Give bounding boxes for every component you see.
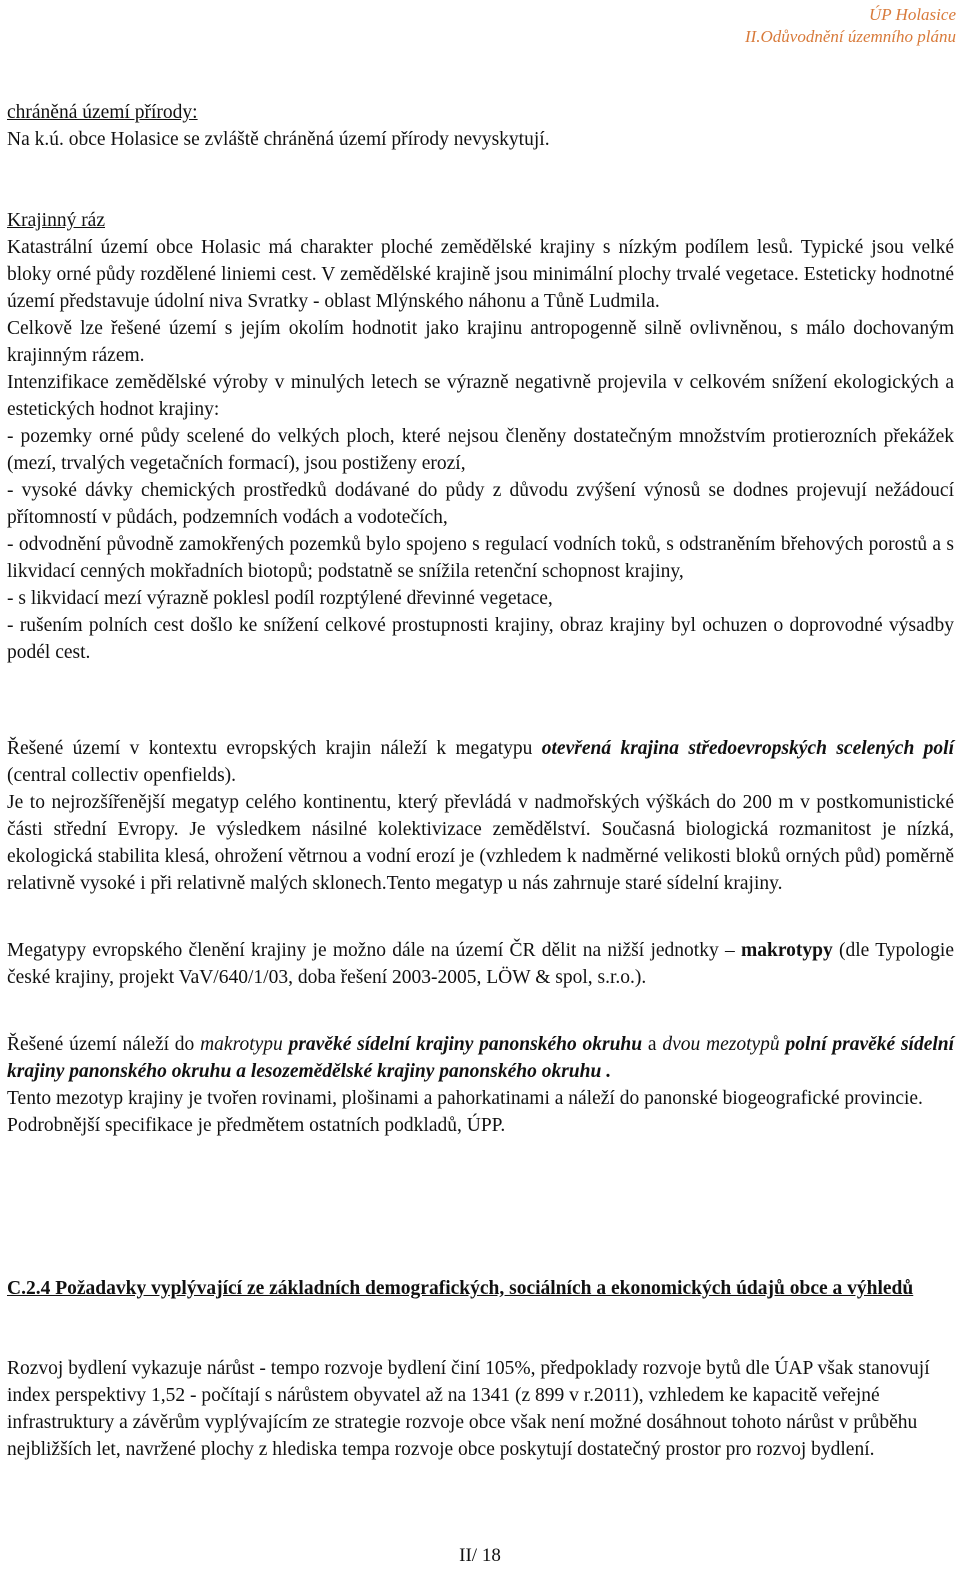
- specification-paragraph: Podrobnější specifikace je předmětem ostatních podkladů, ÚPP.: [7, 1115, 506, 1136]
- protected-areas-text: Na k.ú. obce Holasice se zvláště chráněná území přírody nevyskytují.: [7, 129, 550, 150]
- section-paragraph: Rozvoj bydlení vykazuje nárůst - tempo rozvoje bydlení činí 105%, předpoklady rozvoje bytů dle ÚAP však stanovují index perspektivy 1,52 - počítají s nárůstem obyvatel až na 1341 (z 899 v r.2011), vzhledem ke kapacitě veřejné infrastruktury a závěrům vyplývajícím ze strategie rozvoje obce však není možné dosáhnout tohoto nárůst v průběhu nejbližších let, navržené plochy z hlediska tempa rozvoje obce poskytují dostatečný prostor pro rozvoj bydlení.: [7, 1358, 930, 1460]
- landscape-paragraph-3: Intenzifikace zemědělské výroby v minulých letech se výrazně negativně projevila v celkovém snížení ekologických a estetických hodnot krajiny:: [7, 372, 954, 420]
- classification-text-4: a: [647, 1034, 657, 1055]
- list-item: - vysoké dávky chemických prostředků dodávané do půdy z důvodu zvýšení výnosů se dodnes projevují nežádoucí přítomností v půdách, podzemních vodách a vodotečích,: [7, 480, 954, 528]
- section-text-block: [7, 1355, 954, 1463]
- list-item: - rušením polních cest došlo ke snížení celkové prostupnosti krajiny, obraz krajiny byl ochuzen o doprovodné výsadby podél cest.: [7, 615, 954, 663]
- megatype-tail: (central collectiv openfields).: [7, 765, 237, 786]
- classification-text-1: Řešené území náleží do: [7, 1034, 195, 1055]
- landscape-block: [7, 207, 954, 666]
- megatype-name: otevřená krajina středoevropských scelených polí: [541, 738, 954, 759]
- classification-text-2: makrotypu: [200, 1034, 283, 1055]
- protected-areas-block: [7, 99, 954, 153]
- classification-paragraph: [7, 1031, 954, 1085]
- megatype-block: [7, 735, 954, 897]
- macrotype-block: [7, 937, 954, 991]
- megatype-paragraph-1: [7, 735, 954, 789]
- landscape-paragraph-1: Katastrální území obce Holasic má charakter ploché zemědělské krajiny s nízkým podílem lesů. Typické jsou velké bloky orné půdy rozdělené liniemi cest. V zemědělské krajině jsou minimální plochy trvalé vegetace. Esteticky hodnotné území představuje údolní niva Svratky - oblast Mlýnského náhonu a Tůně Ludmila.: [7, 237, 954, 312]
- header-title: ÚP Holasice: [868, 5, 956, 24]
- landscape-title: Krajinný ráz: [7, 210, 105, 231]
- header-subtitle: II.Odůvodnění územního plánu: [744, 27, 956, 46]
- mesotype-paragraph: Tento mezotyp krajiny je tvořen rovinami, plošinami a pahorkatinami a náleží do panonské biogeografické provincie.: [7, 1088, 923, 1109]
- list-item: - odvodnění původně zamokřených pozemků bylo spojeno s regulací vodních toků, s odstraněním břehových porostů a s likvidací cenných mokřadních biotopů; podstatně se snížila retenční schopnost krajiny,: [7, 534, 954, 582]
- classification-text-6: polní pravěké sídelní krajiny panonského okruhu a lesozemědělské krajiny panonského okruhu .: [7, 1034, 955, 1082]
- classification-text-3: pravěké sídelní krajiny panonského okruhu: [288, 1034, 643, 1055]
- page-number: II/ 18: [459, 1545, 501, 1566]
- list-item: - s likvidací mezí výrazně poklesl podíl rozptýlené dřevinné vegetace,: [7, 588, 553, 609]
- megatype-paragraph-2: Je to nejrozšířenější megatyp celého kontinentu, který převládá v nadmořských výškách do 200 m v postkomunistické části střední Evropy. Je výsledkem násilné kolektivizace zemědělství. Současná biologická rozmanitost je nízká, ekologická stabilita klesá, ohrožení větrnou a vodní erozí je (vzhledem k nadměrné velikosti bloků orných půd) poměrně relativně vysoké i při relativně malých sklonech.Tento megatyp u nás zahrnuje staré sídelní krajiny.: [7, 792, 954, 894]
- section-heading: [7, 1275, 954, 1302]
- classification-block: [7, 1031, 954, 1139]
- section-title: C.2.4 Požadavky vyplývající ze základních demografických, sociálních a ekonomických údajů obce a výhledů: [7, 1278, 914, 1299]
- list-item: - pozemky orné půdy scelené do velkých ploch, které nejsou členěny dostatečným množstvím protierozních překážek (mezí, trvalých vegetačních formací), jsou postiženy erozí,: [7, 426, 954, 474]
- classification-text-5: dvou mezotypů: [662, 1034, 780, 1055]
- megatype-lead: Řešené území v kontextu evropských krajin náleží k megatypu: [7, 738, 533, 759]
- protected-areas-title: chráněná území přírody:: [7, 102, 198, 123]
- macrotype-term: makrotypy: [740, 940, 833, 961]
- running-header: [745, 4, 956, 48]
- macrotype-tail: (dle Typologie české krajiny, projekt VaV/640/1/03, doba řešení 2003-2005, LÖW & spol, s.r.o.).: [7, 940, 954, 988]
- macrotype-lead: Megatypy evropského členění krajiny je možno dále na území ČR dělit na nižší jednotky –: [7, 940, 735, 961]
- landscape-paragraph-2: Celkově lze řešené území s jejím okolím hodnotit jako krajinu antropogenně silně ovlivněnou, s málo dochovaným krajinným rázem.: [7, 318, 954, 366]
- macrotype-paragraph: [7, 937, 954, 991]
